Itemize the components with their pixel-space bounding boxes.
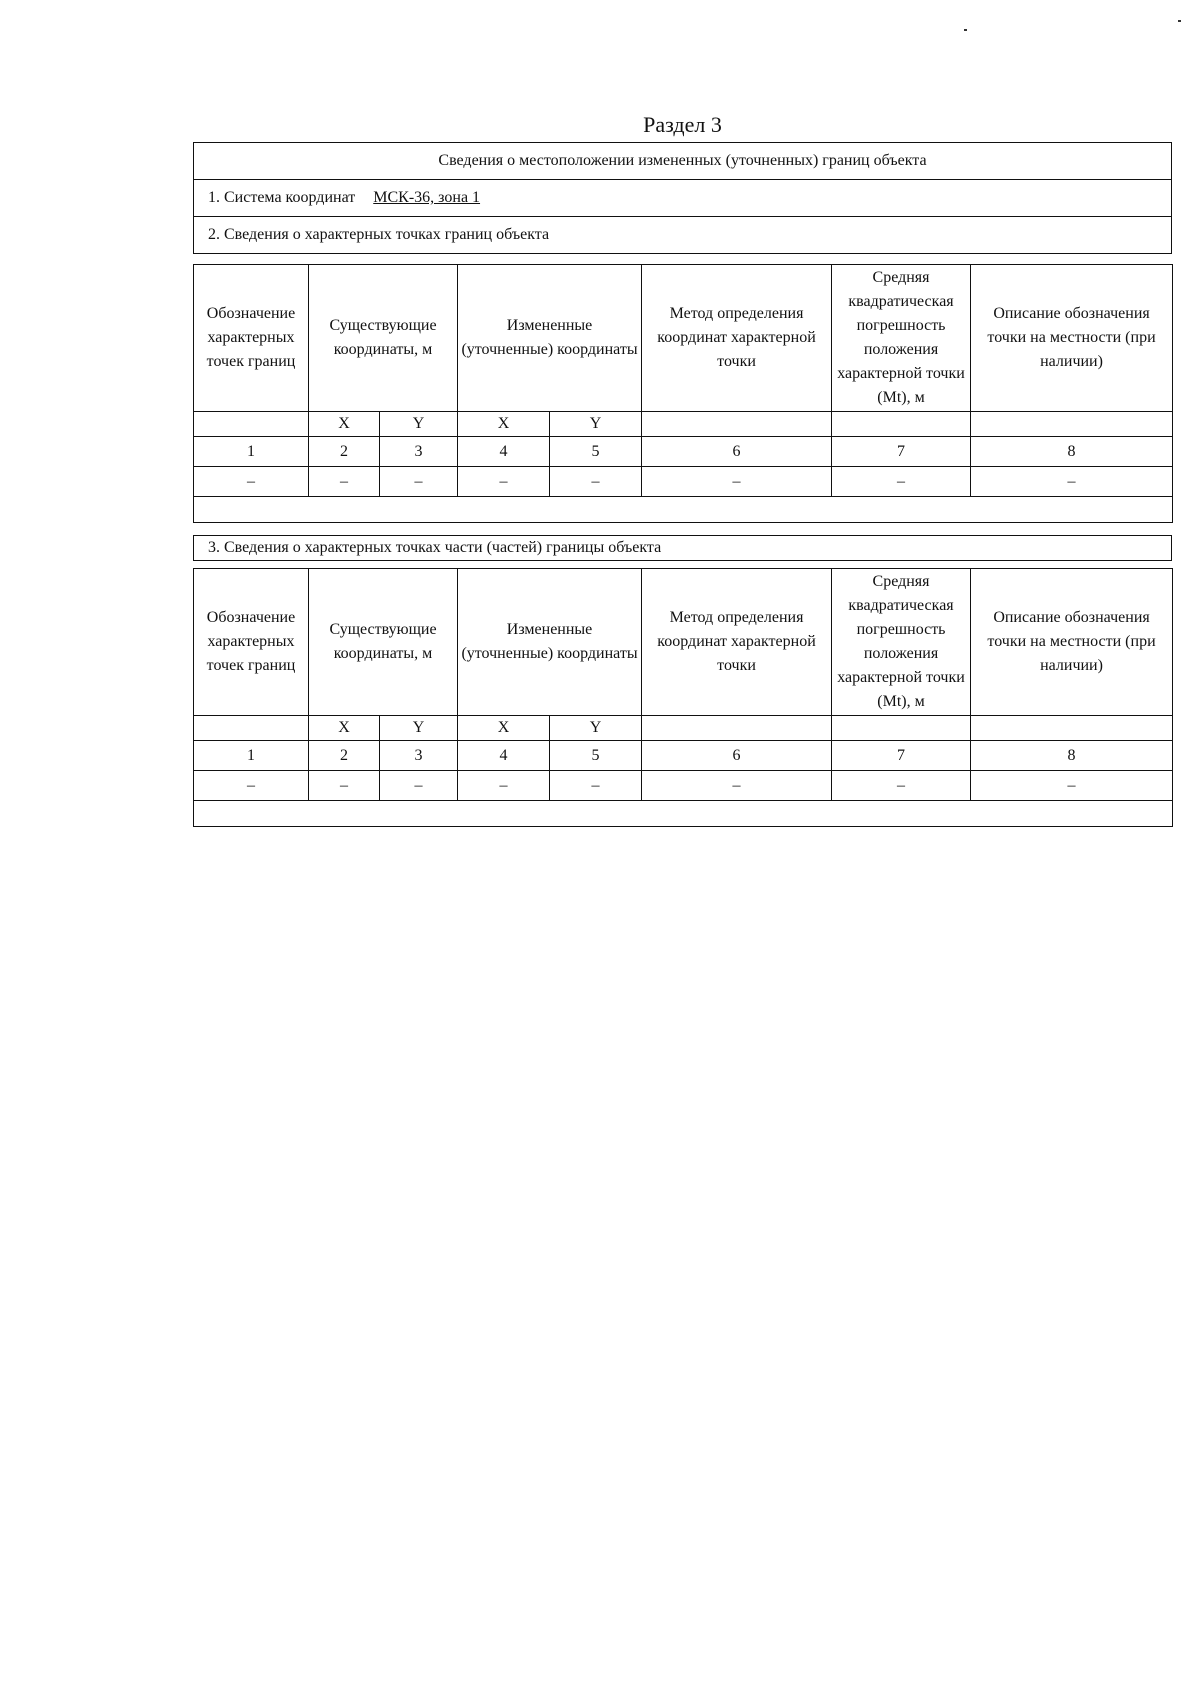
sub-empty-cell <box>832 716 971 741</box>
boundary-points-table <box>193 264 1173 523</box>
column-number-row <box>194 437 1173 467</box>
column-number: 8 <box>971 437 1173 467</box>
info-box <box>193 142 1172 254</box>
dash-cell: – <box>642 467 832 497</box>
dash-cell: – <box>832 467 971 497</box>
sub-empty-cell <box>642 716 832 741</box>
dash-cell: – <box>458 771 550 801</box>
column-number: 1 <box>194 741 309 771</box>
scan-speck <box>1178 20 1181 22</box>
col-description: Описание обозначения точки на местности (при наличии) <box>971 265 1173 412</box>
dash-cell: – <box>380 771 458 801</box>
dash-cell: – <box>194 467 309 497</box>
column-number: 5 <box>550 437 642 467</box>
table-header-row <box>194 569 1173 716</box>
sub-x-existing: X <box>309 412 380 437</box>
dash-cell: – <box>832 771 971 801</box>
table-header-row <box>194 265 1173 412</box>
column-number: 3 <box>380 437 458 467</box>
sub-x-existing: X <box>309 716 380 741</box>
table-row <box>194 467 1173 497</box>
col-description: Описание обозначения точки на местности (при наличии) <box>971 569 1173 716</box>
column-number: 8 <box>971 741 1173 771</box>
table-row <box>194 771 1173 801</box>
dash-cell: – <box>194 771 309 801</box>
column-number: 7 <box>832 741 971 771</box>
column-number: 3 <box>380 741 458 771</box>
column-number: 6 <box>642 741 832 771</box>
info-heading: Сведения о местоположении измененных (уточненных) границ объекта <box>194 143 1171 180</box>
char-points-label: 2. Сведения о характерных точках границ объекта <box>208 226 550 243</box>
scan-speck <box>964 29 967 31</box>
dash-cell: – <box>550 467 642 497</box>
dash-cell: – <box>309 467 380 497</box>
part-heading: 3. Сведения о характерных точках части (частей) границы объекта <box>193 535 1172 561</box>
sub-x-changed: X <box>458 716 550 741</box>
column-number: 2 <box>309 437 380 467</box>
sub-empty-cell <box>194 412 309 437</box>
table-subheader-row <box>194 412 1173 437</box>
table-empty-row <box>194 801 1173 827</box>
col-error: Средняя квадратическая погрешность положения характерной точки (Mt), м <box>832 265 971 412</box>
column-number: 1 <box>194 437 309 467</box>
dash-cell: – <box>380 467 458 497</box>
col-designation: Обозначение характерных точек границ <box>194 569 309 716</box>
dash-cell: – <box>971 467 1173 497</box>
coord-system-row <box>194 180 1171 217</box>
col-changed: Измененные (уточненные) координаты <box>458 265 642 412</box>
sub-empty-cell <box>642 412 832 437</box>
coord-system-value: МСК-36, зона 1 <box>373 189 481 206</box>
sub-empty-cell <box>832 412 971 437</box>
dash-cell: – <box>550 771 642 801</box>
empty-cell <box>194 801 1173 827</box>
sub-empty-cell <box>971 716 1173 741</box>
part-points-table <box>193 568 1173 827</box>
sub-y-existing: Y <box>380 716 458 741</box>
col-existing: Существующие координаты, м <box>309 569 458 716</box>
col-method: Метод определения координат характерной точки <box>642 569 832 716</box>
sub-empty-cell <box>194 716 309 741</box>
table-subheader-row <box>194 716 1173 741</box>
empty-cell <box>194 497 1173 523</box>
dash-cell: – <box>458 467 550 497</box>
section-title: Раздел 3 <box>643 112 722 137</box>
column-number-row <box>194 741 1173 771</box>
dash-cell: – <box>971 771 1173 801</box>
sub-x-changed: X <box>458 412 550 437</box>
sub-y-changed: Y <box>550 716 642 741</box>
column-number: 5 <box>550 741 642 771</box>
dash-cell: – <box>309 771 380 801</box>
column-number: 2 <box>309 741 380 771</box>
col-designation: Обозначение характерных точек границ <box>194 265 309 412</box>
column-number: 6 <box>642 437 832 467</box>
col-method: Метод определения координат характерной точки <box>642 265 832 412</box>
table-empty-row <box>194 497 1173 523</box>
col-existing: Существующие координаты, м <box>309 265 458 412</box>
coord-system-label: 1. Система координат <box>208 189 356 206</box>
column-number: 7 <box>832 437 971 467</box>
column-number: 4 <box>458 741 550 771</box>
dash-cell: – <box>642 771 832 801</box>
sub-y-changed: Y <box>550 412 642 437</box>
col-changed: Измененные (уточненные) координаты <box>458 569 642 716</box>
sub-y-existing: Y <box>380 412 458 437</box>
column-number: 4 <box>458 437 550 467</box>
col-error: Средняя квадратическая погрешность положения характерной точки (Mt), м <box>832 569 971 716</box>
sub-empty-cell <box>971 412 1173 437</box>
